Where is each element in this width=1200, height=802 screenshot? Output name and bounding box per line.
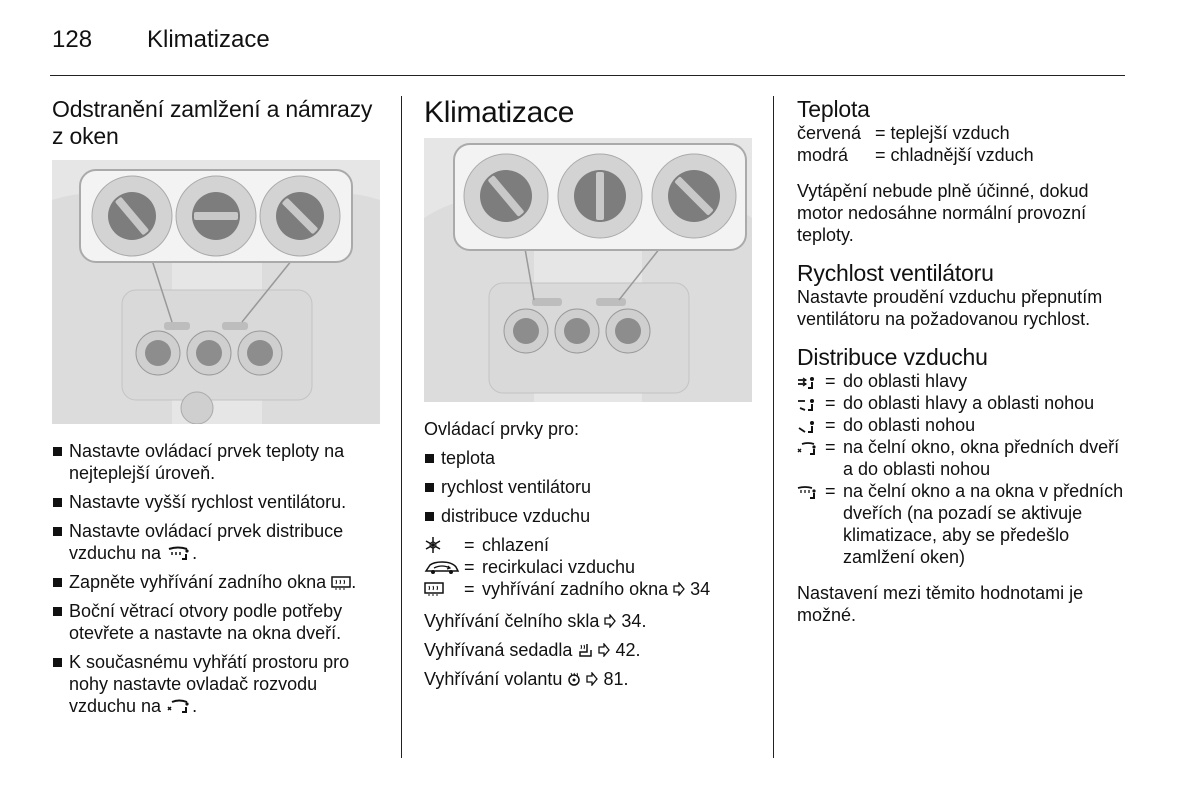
temp-def-red: červená = teplejší vzduch — [797, 123, 1010, 143]
column-climate — [424, 96, 754, 697]
controls-intro: Ovládací prvky pro: — [424, 419, 580, 439]
dist-row-head: = do oblasti hlavy — [797, 370, 1132, 392]
symbol-row-rear-heating: = vyhřívání zadního okna 34 — [424, 578, 754, 600]
section-heading-distribution: Distribuce vzduchu — [797, 344, 988, 370]
temp-note: Vytápění nebude plně účinné, dokud motor nedosáhne normální provozní teploty. — [797, 181, 1089, 245]
section-heading-climate: Klimatizace — [424, 96, 575, 129]
list-item: Boční větrací otvory podle potřeby otevřete a nastavte na okna dveří. — [52, 600, 387, 644]
windscreen-doors-feet-icon — [797, 442, 819, 456]
heated-seat-icon — [577, 642, 593, 658]
ref-row-heated-seats: Vyhřívaná sedadla 42. — [424, 640, 641, 660]
column-defog — [52, 96, 387, 724]
windscreen-feet-icon — [797, 486, 819, 500]
defog-steps — [52, 440, 387, 717]
symbol-row-recirculation: = recirkulaci vzduchu — [424, 556, 754, 578]
snowflake-icon — [424, 536, 442, 554]
controls-list — [424, 447, 754, 527]
heated-steering-icon — [567, 672, 581, 686]
list-item: Nastavte ovládací prvek teploty na nejteplejší úroveň. — [52, 440, 387, 484]
fan-text: Nastavte proudění vzduchu přepnutím ventilátoru na požadovanou rychlost. — [797, 287, 1103, 329]
head-icon — [797, 376, 819, 390]
page-ref-arrow-icon — [603, 614, 617, 628]
climate-panel-illustration — [52, 160, 380, 424]
closing-text: Nastavení mezi těmito hodnotami je možné. — [797, 583, 1084, 625]
rear-window-heating-icon — [424, 581, 444, 597]
page-number: 128 — [52, 26, 93, 53]
head-feet-icon — [797, 398, 819, 412]
dist-row-windscreen-doors-feet: = na čelní okno, okna předních dveří a do oblasti nohou — [797, 436, 1132, 480]
section-heading-defog: Odstranění zamlžení a námrazy z oken — [52, 96, 373, 149]
climate-controls-illustration — [424, 138, 752, 402]
list-item: Nastavte vyšší rychlost ventilátoru. — [52, 491, 387, 513]
symbol-row-cooling: = chlazení — [424, 534, 754, 556]
list-item: Zapněte vyhřívání zadního okna . — [52, 571, 387, 593]
feet-icon — [797, 420, 819, 434]
column-settings — [797, 96, 1132, 626]
recirculation-icon — [424, 559, 460, 575]
page-ref-arrow-icon — [597, 643, 611, 657]
dist-row-head-feet: = do oblasti hlavy a oblasti nohou — [797, 392, 1132, 414]
list-item: Nastavte ovládací prvek distribuce vzduchu na . — [52, 520, 387, 564]
windscreen-feet-icon — [166, 546, 192, 562]
page-ref-arrow-icon — [672, 582, 686, 596]
list-item: teplota — [424, 447, 754, 469]
section-heading-temperature: Teplota — [797, 96, 870, 122]
list-item: K současnému vyhřátí prostoru pro nohy nastavte ovladač rozvodu vzduchu na . — [52, 651, 387, 717]
column-divider-1 — [401, 96, 402, 758]
temp-def-blue: modrá = chladnější vzduch — [797, 145, 1034, 165]
ref-row-heated-steering: Vyhřívání volantu 81. — [424, 669, 629, 689]
ref-row-windscreen: Vyhřívání čelního skla 34. — [424, 611, 647, 631]
page-ref-arrow-icon — [585, 672, 599, 686]
rear-window-heating-icon — [331, 575, 351, 591]
page-header-title: Klimatizace — [147, 26, 270, 53]
windscreen-doors-feet-icon — [166, 699, 192, 715]
header-rule — [50, 75, 1125, 76]
column-divider-2 — [773, 96, 774, 758]
list-item: rychlost ventilátoru — [424, 476, 754, 498]
section-heading-fan: Rychlost ventilátoru — [797, 260, 994, 286]
dist-row-windscreen-feet: = na čelní okno a na okna v předních dveřích (na pozadí se aktivuje klimatizace, aby se předešlo zamlžení oken) — [797, 480, 1132, 568]
dist-row-feet: = do oblasti nohou — [797, 414, 1132, 436]
list-item: distribuce vzduchu — [424, 505, 754, 527]
